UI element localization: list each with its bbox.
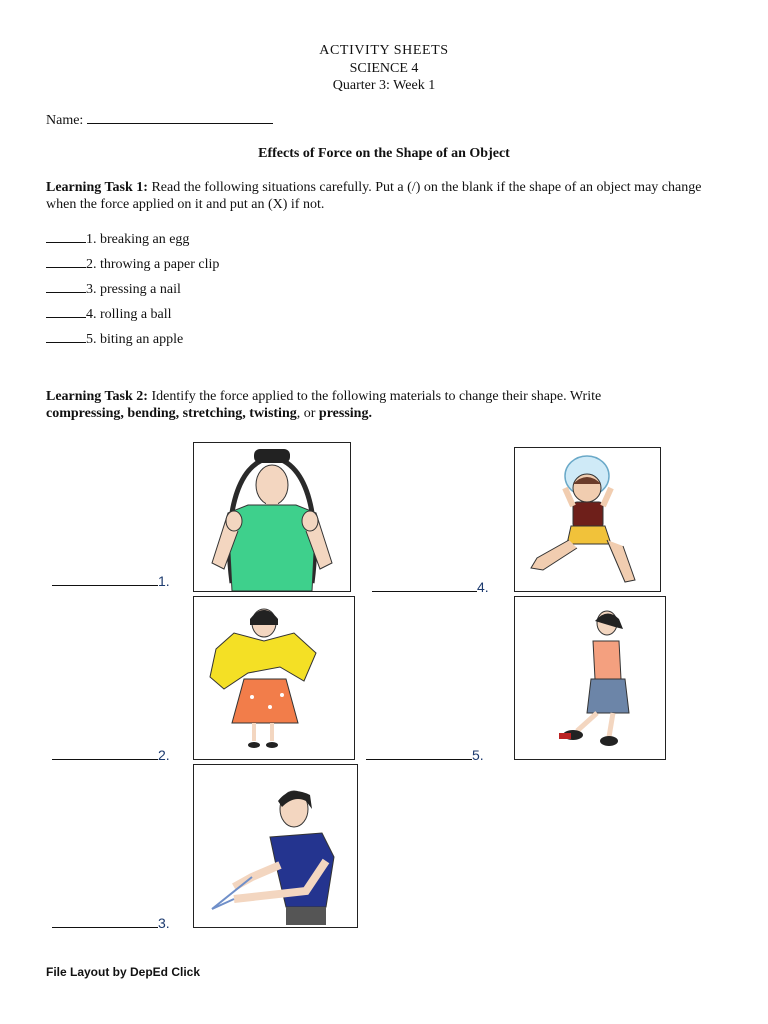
compressing-balloon-image: [514, 447, 661, 592]
list-item: [46, 330, 183, 348]
period-label: Quarter 3: Week 1: [332, 78, 436, 93]
twisting-cloth-image: [193, 596, 355, 760]
task1-instructions: [46, 179, 726, 213]
task2-label: Learning Task 2:: [46, 389, 148, 404]
list-item: [46, 280, 181, 298]
answer-line-1[interactable]: [52, 571, 170, 589]
list-item: [46, 255, 219, 273]
task1-label: Learning Task 1:: [46, 180, 148, 195]
answer-blank[interactable]: [46, 330, 86, 343]
task2-text: Identify the force applied to the following materials to change their shape. Write: [147, 389, 602, 404]
subject-label: SCIENCE 4: [349, 61, 419, 76]
item-text: 5. biting an apple: [86, 332, 184, 347]
task2-instructions: [46, 388, 726, 422]
task1-text: Read the following situations carefully. Put a (/) on the blank if the shape of an object may change when the force applied on it and put an (X) if not.: [46, 180, 702, 212]
stretching-band-image: [193, 764, 358, 928]
answer-blank[interactable]: [46, 255, 86, 268]
answer-blank[interactable]: [46, 280, 86, 293]
bending-rod-image: [193, 442, 351, 592]
task2-last-choice: pressing.: [318, 406, 372, 421]
answer-number: 1.: [158, 573, 170, 589]
item-text: 2. throwing a paper clip: [86, 257, 220, 272]
name-blank[interactable]: [87, 111, 273, 124]
answer-blank[interactable]: [46, 230, 86, 243]
answer-line-3[interactable]: [52, 913, 170, 931]
answer-blank[interactable]: [46, 305, 86, 318]
answer-line-2[interactable]: [52, 745, 170, 763]
answer-number: 4.: [477, 579, 489, 595]
item-text: 1. breaking an egg: [86, 232, 190, 247]
name-label: Name:: [46, 113, 84, 128]
answer-number: 2.: [158, 747, 170, 763]
answer-line-5[interactable]: [366, 745, 484, 763]
task2-choices: compressing, bending, stretching, twisting: [46, 406, 297, 421]
name-row: [46, 111, 273, 129]
list-item: [46, 230, 189, 248]
answer-number: 3.: [158, 915, 170, 931]
footer-credit: File Layout by DepEd Click: [46, 965, 201, 979]
list-item: [46, 305, 172, 323]
worksheet-title: ACTIVITY SHEETS: [319, 43, 449, 58]
answer-line-4[interactable]: [372, 577, 489, 595]
lesson-title: Effects of Force on the Shape of an Object: [258, 146, 510, 161]
item-text: 4. rolling a ball: [86, 307, 172, 322]
answer-number: 5.: [472, 747, 484, 763]
pressing-can-image: [514, 596, 666, 760]
task2-or: , or: [296, 406, 319, 421]
item-text: 3. pressing a nail: [86, 282, 181, 297]
